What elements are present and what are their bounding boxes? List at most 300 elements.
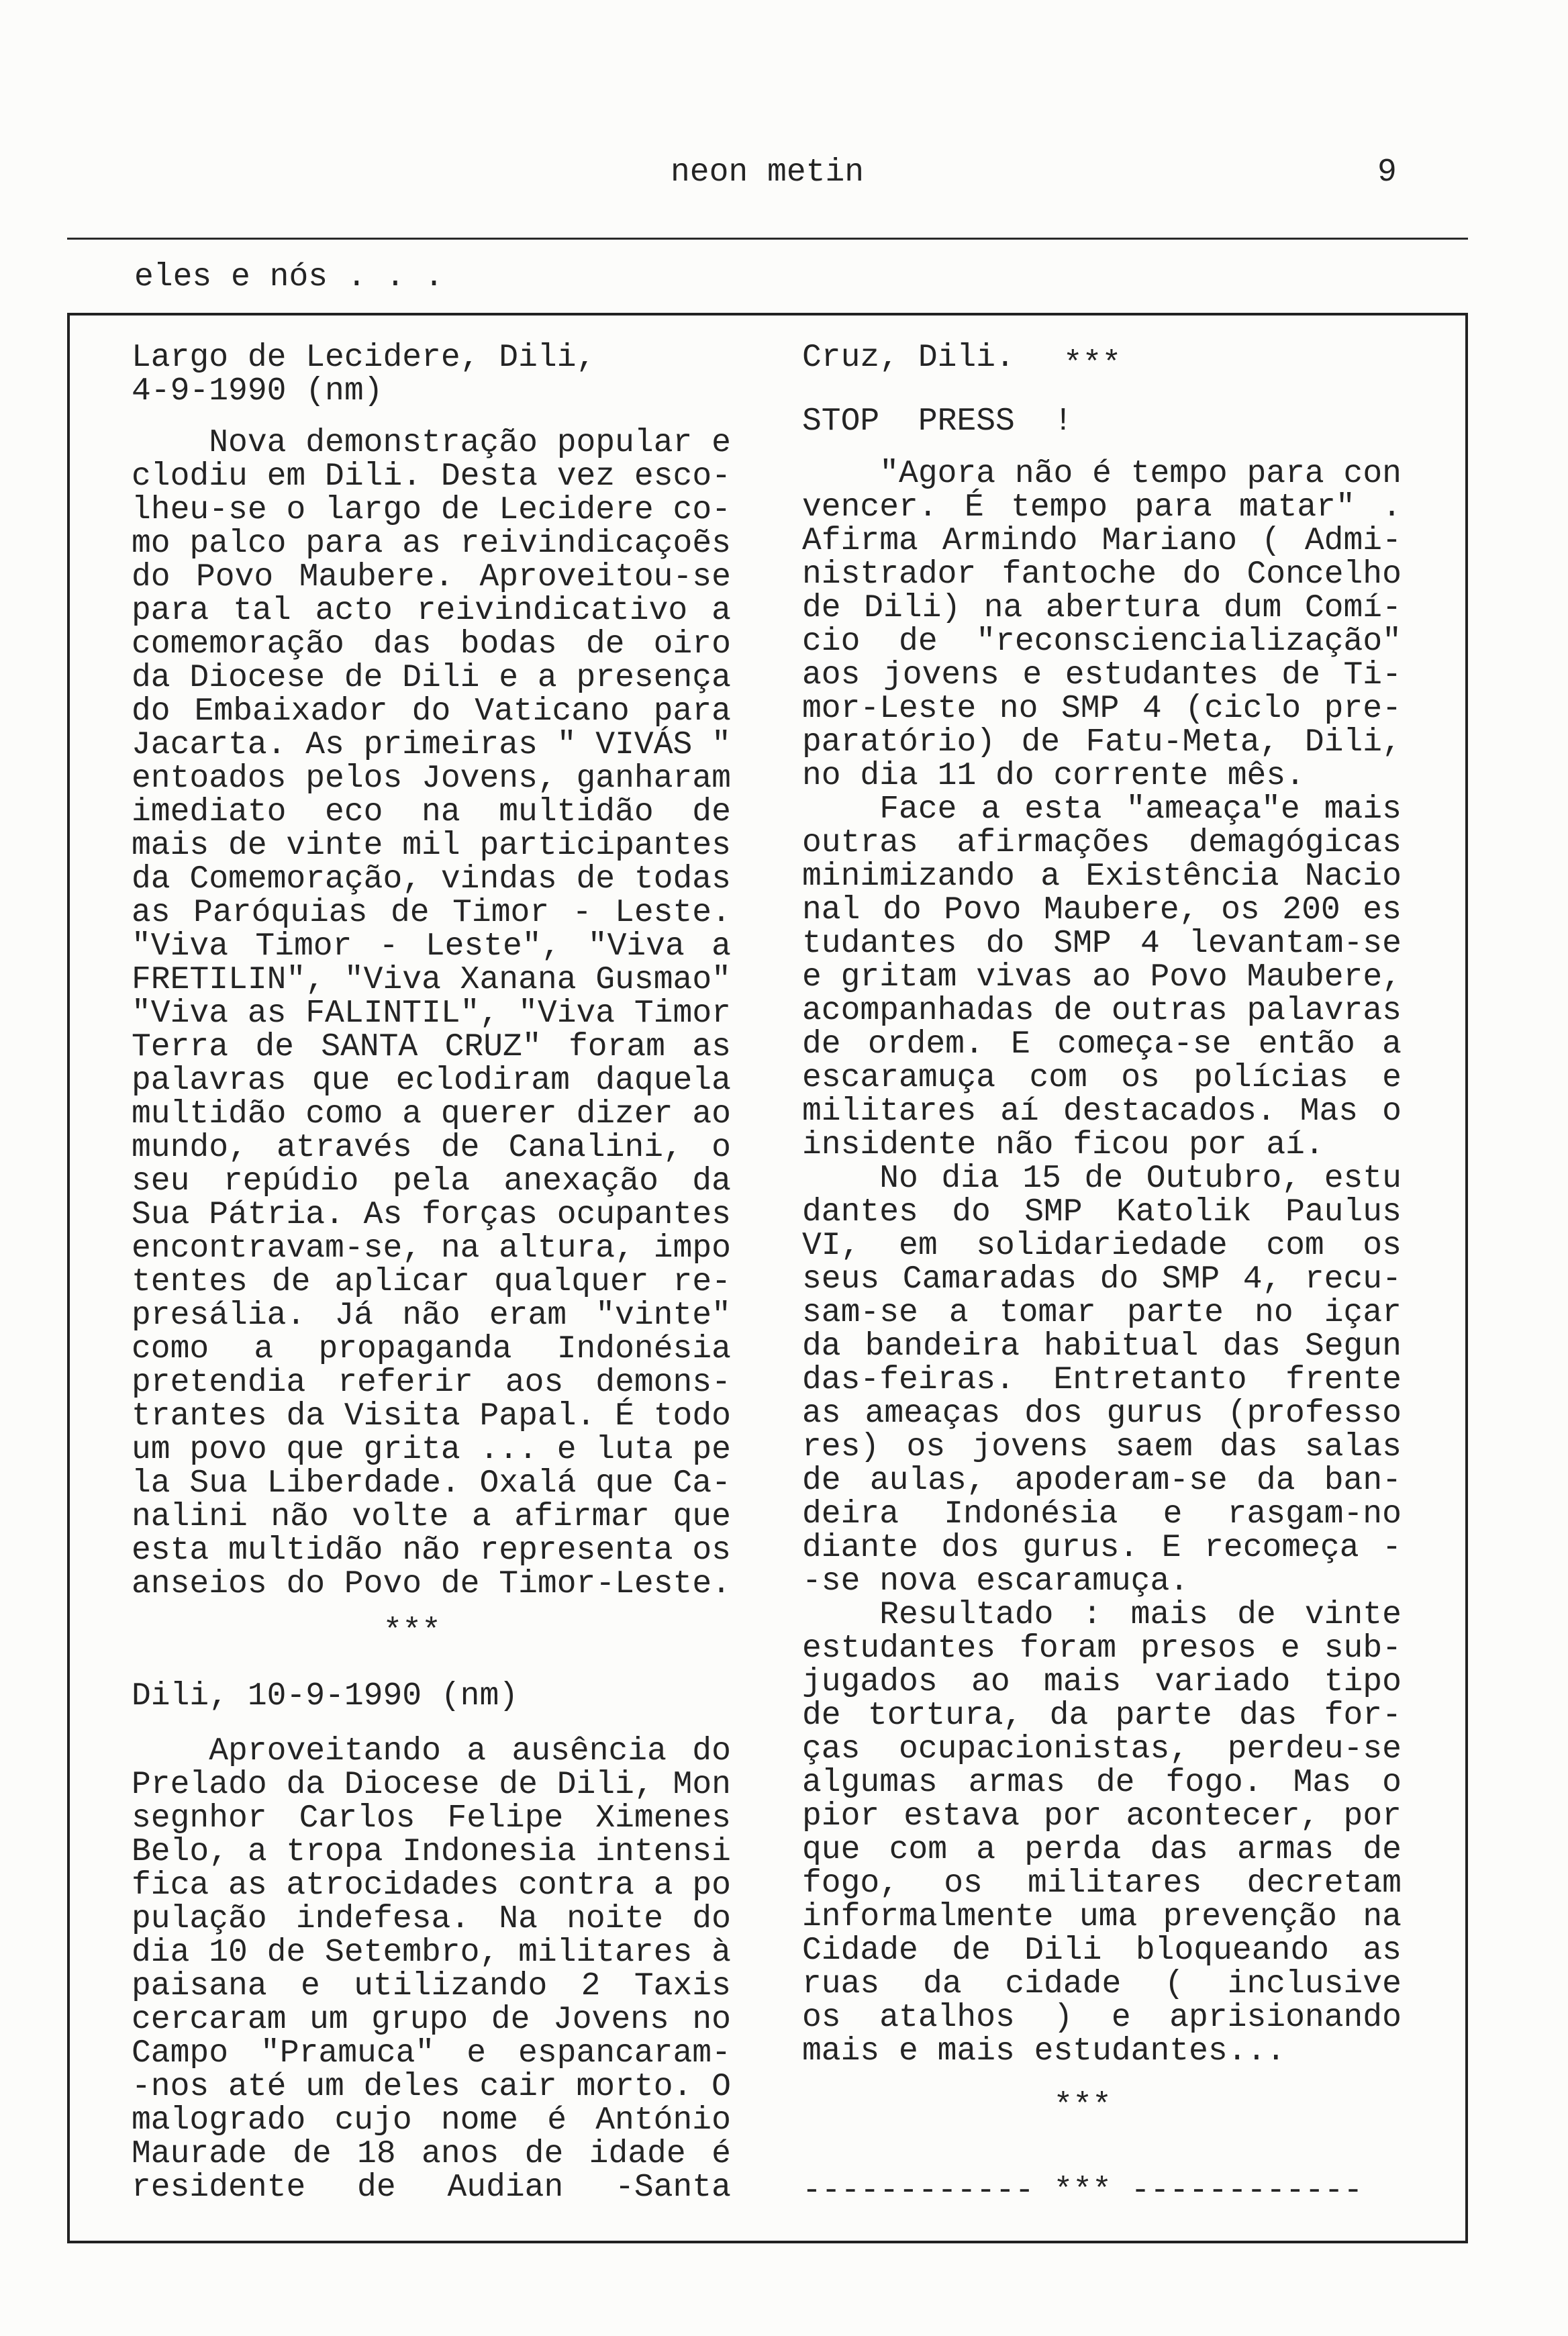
word: esta xyxy=(132,1532,209,1569)
word: Concelho xyxy=(1246,556,1402,593)
word: pelos xyxy=(305,761,403,797)
word: Mariano xyxy=(1101,523,1238,559)
text-line xyxy=(132,2137,731,2171)
word: da xyxy=(132,660,170,696)
word: qualquer xyxy=(494,1264,649,1300)
word: ordem. xyxy=(867,1026,984,1063)
word: prevenção xyxy=(1163,1899,1337,1935)
word: que xyxy=(673,1499,731,1535)
word: Face xyxy=(879,791,957,828)
word: Dili, xyxy=(556,1767,654,1803)
text-line xyxy=(132,1735,731,1768)
word: uma xyxy=(1079,1899,1138,1935)
word: na xyxy=(983,590,1023,626)
word: vinte xyxy=(1304,1597,1402,1633)
word: anexação xyxy=(503,1163,658,1200)
word: em xyxy=(899,1228,938,1264)
word: "Viva xyxy=(132,995,229,1032)
word: a xyxy=(537,660,557,696)
word: Mas xyxy=(1293,1765,1352,1801)
text-line xyxy=(802,1498,1402,1531)
word: de xyxy=(1021,724,1061,761)
word: intensi xyxy=(595,1834,731,1870)
word: armas xyxy=(968,1765,1065,1801)
word: SMP xyxy=(1161,1261,1220,1298)
text-line xyxy=(802,1632,1402,1665)
word: "Pramuca" xyxy=(260,2035,435,2072)
word: então xyxy=(1258,1026,1355,1063)
word: Aproveitou-se xyxy=(479,559,731,595)
word: es xyxy=(1363,892,1402,928)
page-number: 9 xyxy=(1377,154,1397,191)
word: anos xyxy=(422,2136,499,2172)
word: 4, xyxy=(1242,1261,1282,1298)
text-line xyxy=(802,1464,1402,1498)
word: para xyxy=(653,693,731,730)
word: re- xyxy=(673,1264,731,1300)
text-line xyxy=(802,1867,1402,1900)
word: bloqueando xyxy=(1135,1933,1329,1969)
word: "Agora xyxy=(879,456,996,492)
text-line xyxy=(802,457,1402,491)
word: mais xyxy=(132,828,209,864)
article-stop-press xyxy=(802,457,1402,2068)
word: não xyxy=(402,1532,460,1569)
word: a xyxy=(981,791,1001,828)
word: utilizando xyxy=(354,1968,548,2004)
word: multidão xyxy=(228,1532,383,1569)
word: grupo xyxy=(371,2002,469,2038)
word: Setembro, xyxy=(325,1935,499,1971)
word: "vinte" xyxy=(595,1298,731,1334)
word: no xyxy=(999,691,1038,727)
word: 2 xyxy=(581,1968,601,2004)
end-rule xyxy=(802,2174,1402,2208)
word: Timor xyxy=(452,895,550,931)
word: tropa xyxy=(286,1834,383,1870)
word: como xyxy=(132,1331,209,1367)
word: vez xyxy=(556,458,616,495)
word: Pátria. xyxy=(209,1197,344,1233)
word: Dili xyxy=(1024,1933,1102,1969)
word: à xyxy=(712,1935,731,1971)
word: grita xyxy=(363,1432,460,1468)
word: e xyxy=(467,2035,487,2072)
word: multidão xyxy=(499,794,654,830)
word: Vaticano xyxy=(475,693,630,730)
word: Dili. xyxy=(325,458,422,495)
word: indefesa. xyxy=(295,1901,471,1937)
word: Diocese xyxy=(344,1767,480,1803)
word: entoados xyxy=(132,761,287,797)
word: pretendia xyxy=(132,1365,306,1401)
text-line xyxy=(132,1869,731,1902)
text-line xyxy=(132,728,731,762)
word: é xyxy=(547,2102,567,2139)
word: outras xyxy=(802,825,918,861)
word: habitual xyxy=(1044,1328,1199,1365)
word: Oxalá xyxy=(479,1465,577,1502)
text-line xyxy=(132,2171,731,2204)
word: Nova xyxy=(209,425,287,461)
word: Maubere, xyxy=(1044,892,1199,928)
word: destacados. xyxy=(1063,1093,1276,1130)
word: fogo, xyxy=(802,1865,899,1902)
text-line xyxy=(802,1430,1402,1464)
word: estava xyxy=(903,1798,1020,1835)
word: altura, xyxy=(499,1230,634,1267)
word: seu xyxy=(132,1163,190,1200)
text-line xyxy=(802,860,1402,893)
word: do xyxy=(952,1194,991,1230)
word: ganharam xyxy=(576,761,731,797)
text-line xyxy=(132,1433,731,1467)
word: Ti- xyxy=(1343,657,1402,693)
publication-title: neon metin xyxy=(671,154,865,191)
word: pre- xyxy=(1324,691,1402,727)
word: " xyxy=(556,727,577,763)
word: o xyxy=(712,1130,731,1166)
text-line xyxy=(802,826,1402,860)
word: ças xyxy=(802,1731,861,1767)
word: sam-se xyxy=(802,1295,918,1331)
word: do xyxy=(1099,1261,1139,1298)
word: acompanhadas xyxy=(802,993,1034,1029)
word: dizer xyxy=(576,1096,673,1132)
word: " xyxy=(712,727,731,763)
text-line xyxy=(802,1598,1402,1632)
word: - xyxy=(572,895,592,931)
word: trantes xyxy=(132,1398,267,1434)
text-line xyxy=(802,625,1402,659)
word: tomar xyxy=(999,1295,1096,1331)
word: de xyxy=(271,1264,311,1300)
word: ao xyxy=(692,1096,731,1132)
word: de xyxy=(1363,1832,1402,1868)
paragraph xyxy=(802,793,1402,1162)
word: ) xyxy=(1053,2000,1073,2036)
word: É xyxy=(615,1398,634,1434)
text-line xyxy=(802,1196,1402,1229)
word: matar" xyxy=(1238,489,1355,526)
dateline-date: 4-9-1990 (nm) xyxy=(132,373,383,409)
word: -Santa xyxy=(615,2170,731,2206)
word: presença xyxy=(576,660,731,696)
article-continuation xyxy=(802,340,1402,383)
text-line xyxy=(132,1902,731,1936)
text-line xyxy=(132,1198,731,1232)
word: todas xyxy=(634,861,731,897)
word: daquela xyxy=(595,1063,731,1099)
text-line xyxy=(132,930,731,963)
word: multidão xyxy=(132,1096,287,1132)
word: vencer. xyxy=(802,489,938,526)
word: de xyxy=(440,492,480,528)
word: eco xyxy=(325,794,383,830)
word: e xyxy=(712,425,731,461)
word: primeiras xyxy=(363,727,538,763)
word: Camaradas xyxy=(902,1261,1077,1298)
word: Timor xyxy=(255,928,352,965)
word: para xyxy=(132,593,209,629)
word: e xyxy=(1163,1496,1183,1532)
word: tempo xyxy=(1130,456,1228,492)
text-line xyxy=(132,963,731,997)
word: de xyxy=(1084,1161,1124,1197)
word: ( xyxy=(1261,523,1281,559)
text-line xyxy=(132,1400,731,1433)
word: Leste. xyxy=(615,895,731,931)
word: tipo xyxy=(1324,1664,1402,1700)
word: Visita xyxy=(344,1398,460,1434)
text-line xyxy=(132,2003,731,2037)
word: : xyxy=(1082,1597,1102,1633)
word: Maubere. xyxy=(299,559,454,595)
continuation-text: Cruz, Dili. xyxy=(802,340,1015,376)
word: Diocese xyxy=(189,660,326,696)
word: Paulus xyxy=(1285,1194,1402,1230)
word: de xyxy=(293,2136,332,2172)
text-line: -se nova escaramuça. xyxy=(802,1563,1189,1600)
word: um xyxy=(132,1432,170,1468)
text-line: mais e mais estudantes... xyxy=(802,2033,1286,2070)
word: das xyxy=(1220,1429,1278,1465)
word: gritam xyxy=(840,959,957,995)
word: das xyxy=(1150,1832,1208,1868)
word: frente xyxy=(1285,1362,1402,1398)
separator-stars: *** xyxy=(383,1614,441,1650)
word: Carlos xyxy=(299,1800,415,1837)
word: polícias xyxy=(1193,1060,1349,1096)
word: nistrador xyxy=(802,556,977,593)
text-line xyxy=(132,762,731,795)
word: esco- xyxy=(634,458,731,495)
word: perda xyxy=(1024,1832,1122,1868)
word: do xyxy=(985,926,1025,962)
word: clodiu xyxy=(132,458,248,495)
word: para xyxy=(305,526,383,562)
word: - xyxy=(1382,1530,1402,1566)
end-rule-text: ------------ *** ------------ xyxy=(802,2173,1363,2209)
word: como xyxy=(305,1096,383,1132)
word: -nos xyxy=(132,2069,209,2105)
word: tortura, xyxy=(867,1698,1023,1734)
word: Já xyxy=(334,1298,374,1334)
word: na xyxy=(422,794,460,830)
word: aplicar xyxy=(334,1264,471,1300)
text-line xyxy=(132,594,731,628)
word: os xyxy=(906,1429,946,1465)
word: saem xyxy=(1115,1429,1193,1465)
text-line xyxy=(802,961,1402,994)
word: Nacio xyxy=(1304,859,1402,895)
word: res) xyxy=(802,1429,880,1465)
word: não xyxy=(1014,456,1073,492)
text-line xyxy=(802,1665,1402,1699)
word: da xyxy=(1049,1698,1089,1734)
word: de xyxy=(899,624,938,660)
word: militares xyxy=(802,1093,977,1130)
word: referir xyxy=(338,1365,473,1401)
word: as xyxy=(402,526,441,562)
text-line xyxy=(132,695,731,728)
word: 18 xyxy=(357,2136,396,2172)
word: 15 xyxy=(1022,1161,1061,1197)
text-line xyxy=(132,1232,731,1265)
text-line xyxy=(802,1900,1402,1934)
word: a xyxy=(976,1832,996,1868)
word: deles xyxy=(363,2069,460,2105)
word: de xyxy=(576,861,616,897)
word: por xyxy=(1343,1798,1402,1835)
word: nal xyxy=(802,892,861,928)
word: Povo xyxy=(1150,959,1228,995)
word: Sua xyxy=(132,1197,190,1233)
word: com xyxy=(1266,1228,1324,1264)
word: mor-Leste xyxy=(802,691,977,727)
word: "Viva xyxy=(344,962,441,998)
word: armas xyxy=(1237,1832,1334,1868)
word: de xyxy=(1095,1765,1135,1801)
text-line xyxy=(132,1030,731,1064)
word: dia xyxy=(941,1161,999,1197)
word: "ameaça"e xyxy=(1126,791,1300,828)
text-line xyxy=(802,1800,1402,1833)
word: esta xyxy=(1024,791,1102,828)
word: de xyxy=(357,2170,396,2206)
word: e xyxy=(556,1432,577,1468)
word: noite xyxy=(567,1901,664,1937)
word: mil xyxy=(402,828,460,864)
word: as xyxy=(692,1029,731,1065)
word: propaganda xyxy=(318,1331,512,1367)
word: de xyxy=(1053,993,1093,1029)
word: Felipe xyxy=(447,1800,564,1837)
word: aos xyxy=(505,1365,564,1401)
word: é xyxy=(712,2136,731,2172)
text-line xyxy=(802,927,1402,961)
word: palco xyxy=(189,526,287,562)
text-line xyxy=(802,1363,1402,1397)
word: de xyxy=(266,1935,306,1971)
word: e xyxy=(1022,657,1042,693)
word: representa xyxy=(479,1532,673,1569)
word: a xyxy=(254,1331,274,1367)
article-separator xyxy=(802,2090,1402,2123)
word: E xyxy=(1011,1026,1030,1063)
text-line xyxy=(132,661,731,695)
word: Comí- xyxy=(1304,590,1402,626)
word: decretam xyxy=(1246,1865,1402,1902)
word: ausência xyxy=(511,1733,667,1769)
article-lecidere xyxy=(132,426,731,1601)
word: Liberdade. xyxy=(266,1465,460,1502)
word: "reconsciencialização" xyxy=(976,624,1402,660)
word: ao xyxy=(1092,959,1131,995)
word: 4 xyxy=(1142,691,1162,727)
text-line xyxy=(132,628,731,661)
word: atalhos xyxy=(879,2000,1015,2036)
word: demonstração xyxy=(305,425,538,461)
word: a xyxy=(948,1295,969,1331)
text-line: insidente não ficou por aí. xyxy=(802,1127,1324,1163)
text-line xyxy=(132,1768,731,1802)
word: as xyxy=(228,1867,267,1904)
word: Belo, xyxy=(132,1834,229,1870)
word: E xyxy=(1161,1530,1181,1566)
word: largo xyxy=(325,492,422,528)
word: das-feiras. xyxy=(802,1362,1015,1398)
text-line xyxy=(802,692,1402,726)
word: Mas xyxy=(1300,1093,1359,1130)
word: paisana xyxy=(132,1968,267,2004)
text-line xyxy=(132,426,731,460)
word: o xyxy=(1382,1765,1402,1801)
paragraph xyxy=(802,1162,1402,1598)
word: Ximenes xyxy=(595,1800,731,1837)
text-line xyxy=(802,2001,1402,2035)
text-line xyxy=(132,1366,731,1400)
word: nome xyxy=(440,2102,519,2139)
word: de xyxy=(344,660,383,696)
word: encontravam-se, xyxy=(132,1230,422,1267)
word: no xyxy=(1255,1295,1293,1331)
text-line xyxy=(802,1531,1402,1565)
word: po xyxy=(692,1867,731,1904)
word: pulação xyxy=(132,1901,267,1937)
word: cio xyxy=(802,624,861,660)
word: da xyxy=(286,1767,326,1803)
word: é xyxy=(1092,456,1112,492)
text-line xyxy=(132,1332,731,1366)
word: que xyxy=(595,1465,654,1502)
word: dos xyxy=(1024,1396,1083,1432)
word: vindas xyxy=(440,861,557,897)
word: na xyxy=(1363,1899,1402,1935)
word: por xyxy=(1044,1798,1102,1835)
word: do xyxy=(883,892,922,928)
word: Na xyxy=(499,1901,538,1937)
word: acto xyxy=(315,593,393,629)
word: de xyxy=(491,2002,530,2038)
word: presália. xyxy=(132,1298,306,1334)
word: militares xyxy=(1028,1865,1202,1902)
word: pior xyxy=(802,1798,880,1835)
word: de xyxy=(255,1029,294,1065)
word: ocupacionistas, xyxy=(899,1731,1189,1767)
word: Fatu-Meta, xyxy=(1085,724,1279,761)
word: outras xyxy=(1111,993,1228,1029)
word: de xyxy=(802,1698,841,1734)
text-line xyxy=(802,1162,1402,1196)
word: Indonésia xyxy=(944,1496,1118,1532)
word: de xyxy=(440,1130,480,1166)
word: idade xyxy=(589,2136,686,2172)
word: a xyxy=(1040,859,1061,895)
word: Outubro, xyxy=(1146,1161,1302,1197)
text-line xyxy=(132,896,731,930)
word: paratório) xyxy=(802,724,996,761)
word: do xyxy=(692,1733,731,1769)
word: que xyxy=(311,1063,371,1099)
word: con xyxy=(1343,456,1402,492)
word: co- xyxy=(673,492,731,528)
word: de xyxy=(499,1767,538,1803)
text-line xyxy=(132,1098,731,1131)
word: a xyxy=(402,1096,422,1132)
word: um xyxy=(309,2002,348,2038)
text-line xyxy=(802,491,1402,524)
